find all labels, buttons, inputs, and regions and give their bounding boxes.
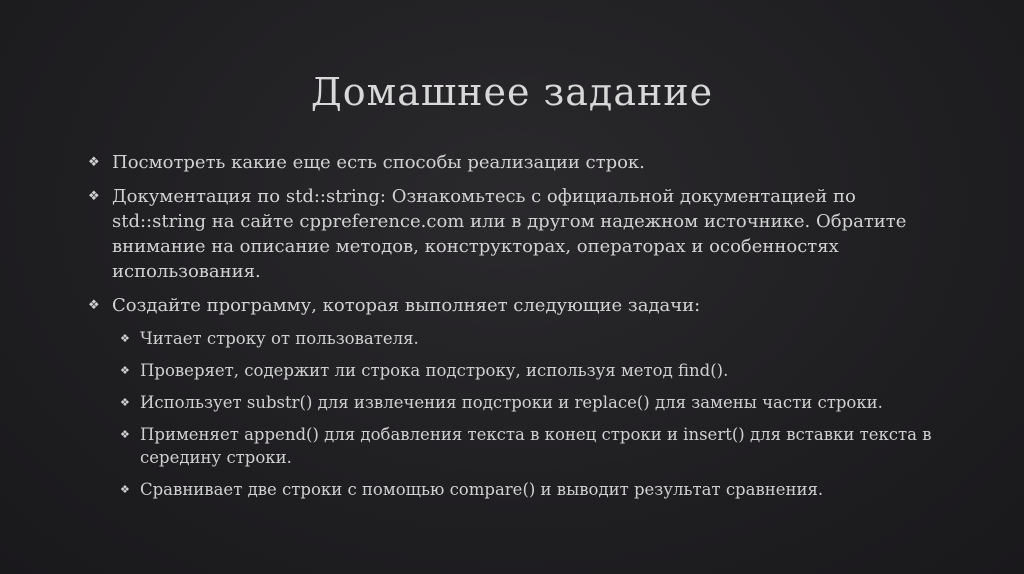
sub-bullet-item [120, 478, 948, 501]
slide-content [88, 150, 948, 510]
diamond-bullet-icon: ❖ [88, 155, 100, 170]
sub-bullet-text: Сравнивает две строки с помощью compare() и выводит результат сравнения. [140, 480, 824, 499]
bullet-item [88, 184, 948, 284]
diamond-bullet-icon: ❖ [88, 189, 100, 204]
diamond-bullet-icon: ❖ [120, 483, 130, 496]
diamond-bullet-icon: ❖ [88, 298, 100, 313]
diamond-bullet-icon: ❖ [120, 364, 130, 377]
bullet-text: Документация по std::string: Ознакомьтесь с официальной документацией по std::string на сайте cppreference.com или в другом надежном источнике. Обратите внимание на описание методов, конструкторах, операторах и особенностях использования. [112, 186, 907, 282]
sub-bullet-item [120, 327, 948, 350]
sub-bullet-text: Использует substr() для извлечения подстроки и replace() для замены части строки. [140, 393, 883, 412]
sub-bullet-item [120, 391, 948, 414]
sub-bullet-item [120, 423, 948, 469]
sub-bullet-text: Применяет append() для добавления текста в конец строки и insert() для вставки текста в середину строки. [140, 425, 932, 467]
bullet-text: Посмотреть какие еще есть способы реализации строк. [112, 152, 645, 173]
sub-bullet-text: Проверяет, содержит ли строка подстроку, используя метод find(). [140, 361, 729, 380]
diamond-bullet-icon: ❖ [120, 428, 130, 441]
sub-bullet-text: Читает строку от пользователя. [140, 329, 419, 348]
diamond-bullet-icon: ❖ [120, 332, 130, 345]
bullet-item [88, 150, 948, 175]
diamond-bullet-icon: ❖ [120, 396, 130, 409]
sub-bullet-item [120, 359, 948, 382]
sub-bullet-list [88, 327, 948, 501]
bullet-text: Создайте программу, которая выполняет следующие задачи: [112, 295, 701, 316]
bullet-item [88, 293, 948, 318]
slide-title: Домашнее задание [310, 70, 714, 114]
